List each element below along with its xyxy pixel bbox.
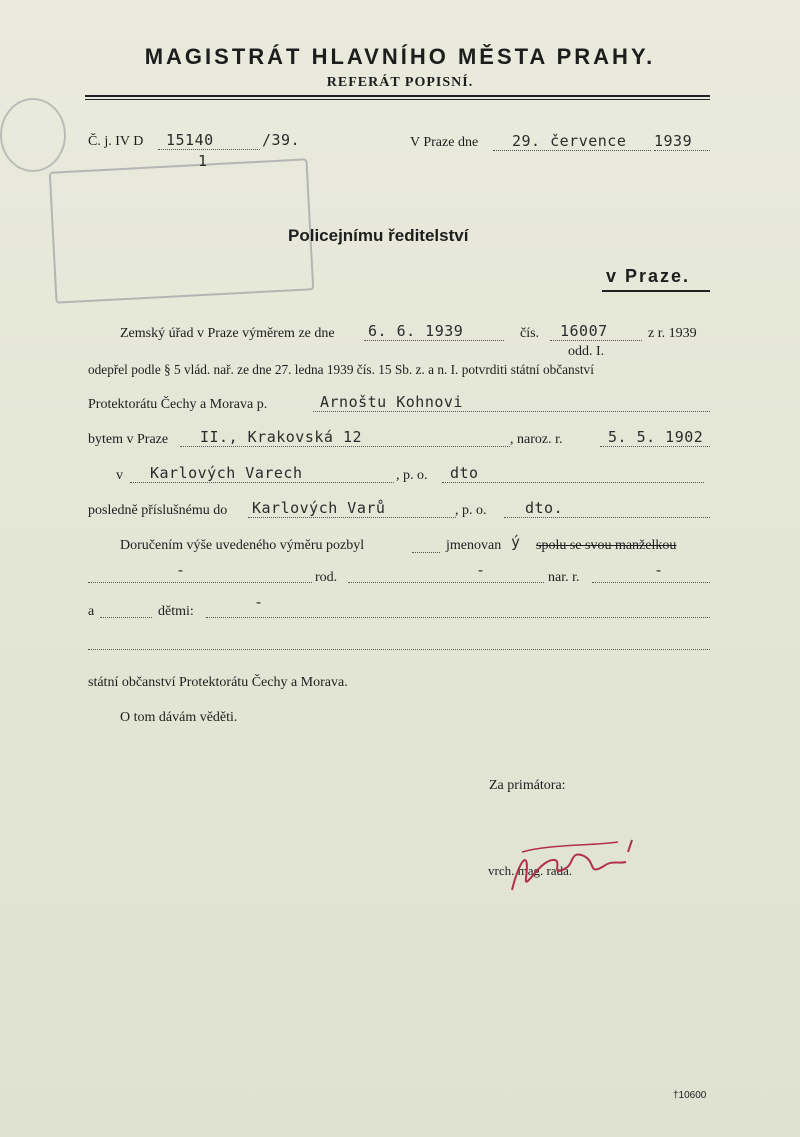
page-title: MAGISTRÁT HLAVNÍHO MĚSTA PRAHY. [144, 44, 656, 69]
signature-za: Za primátora: [489, 778, 566, 793]
spouse-line [88, 582, 312, 583]
body-line1-post: z r. 1939 [648, 326, 697, 341]
birthplace: Karlových Varech [150, 464, 303, 482]
faded-round-stamp [0, 98, 66, 172]
body-line4-mid: , naroz. r. [510, 432, 563, 447]
ref-sub-number: 1 [198, 152, 208, 170]
recipient-line2: v Praze. [606, 266, 691, 286]
decree-number-line [550, 340, 642, 341]
nar-line [592, 582, 710, 583]
recipient-underline [602, 290, 710, 292]
body-line5-pre: v [116, 468, 123, 483]
children-line [206, 617, 710, 618]
ref-number: 15140 [166, 131, 214, 149]
body-line6-pre: posledně příslušnému do [88, 503, 228, 518]
faded-stamp [49, 158, 315, 303]
decree-date-line [364, 340, 504, 341]
body-oddil: odd. I. [568, 344, 605, 359]
po-line-1 [442, 482, 704, 483]
body-line5-po: , p. o. [396, 468, 428, 483]
body-line1-pre: Zemský úřad v Praze výměrem ze dne [120, 326, 335, 341]
footer-code: †10600 [673, 1090, 707, 1101]
recipient-line1: Policejnímu ředitelství [288, 226, 469, 245]
body-line7-jmenovan: jmenovan [446, 538, 502, 553]
body-line9-a: a [88, 604, 95, 619]
domicile-line [248, 517, 456, 518]
year-line [654, 150, 710, 151]
body-line11: O tom dávám věděti. [120, 710, 238, 725]
ref-year-suffix: /39. [262, 131, 301, 149]
address: II., Krakovská 12 [200, 428, 363, 446]
a-line [100, 617, 152, 618]
header-rule-top [85, 95, 710, 97]
body-line2: odepřel podle § 5 vlád. nař. ze dne 27. ledna 1939 čís. 15 Sb. z. a n. I. potvrditi státní občanství [88, 362, 594, 377]
signature-title: vrch. mag. rada. [488, 863, 573, 878]
po-value-2: dto. [525, 499, 564, 517]
rod-dash: - [476, 561, 486, 579]
pozbyl-line [412, 552, 440, 553]
domicile: Karlových Varů [252, 499, 386, 517]
body-line9-deti: dětmi: [158, 604, 194, 619]
person-name: Arnoštu Kohnovi [320, 393, 463, 411]
body-line10: státní občanství Protektorátu Čechy a Morava. [88, 675, 348, 690]
birthplace-line [130, 482, 394, 483]
person-line [313, 411, 710, 412]
birth-date-line [600, 446, 710, 447]
header-rule-bottom [85, 99, 710, 100]
decree-date: 6. 6. 1939 [368, 322, 464, 340]
nar-dash: - [654, 561, 664, 579]
body-line6-po: , p. o. [455, 503, 487, 518]
body-line8-rod: rod. [315, 570, 338, 585]
body-line3-pre: Protektorátu Čechy a Morava p. [88, 397, 268, 412]
address-line [180, 446, 510, 447]
handwritten-signature [500, 838, 640, 898]
spouse-dash: - [176, 561, 186, 579]
decree-number: 16007 [560, 322, 608, 340]
po-line-2 [504, 517, 710, 518]
date-line [493, 150, 651, 151]
birth-date: 5. 5. 1902 [608, 428, 704, 446]
po-value-1: dto [450, 464, 479, 482]
body-line8-nar: nar. r. [548, 570, 580, 585]
page-subtitle: REFERÁT POPISNÍ. [326, 75, 474, 90]
body-line4-pre: bytem v Praze [88, 432, 169, 447]
letter-year: 1939 [654, 132, 693, 150]
body-line1-cis: čís. [520, 326, 540, 341]
body-line7-pre: Doručením výše uvedeného výměru pozbyl [120, 538, 365, 553]
letter-date: 29. července [512, 132, 627, 150]
place-label: V Praze dne [410, 135, 479, 150]
body-line7-struck: spolu se svou manželkou [536, 538, 677, 553]
ref-label: Č. j. IV D [88, 134, 144, 149]
children-line-2 [88, 649, 710, 650]
children-dash: - [254, 593, 264, 611]
jmenovan-suffix: ý [511, 533, 521, 551]
rod-line [348, 582, 544, 583]
ref-number-line [158, 149, 260, 150]
